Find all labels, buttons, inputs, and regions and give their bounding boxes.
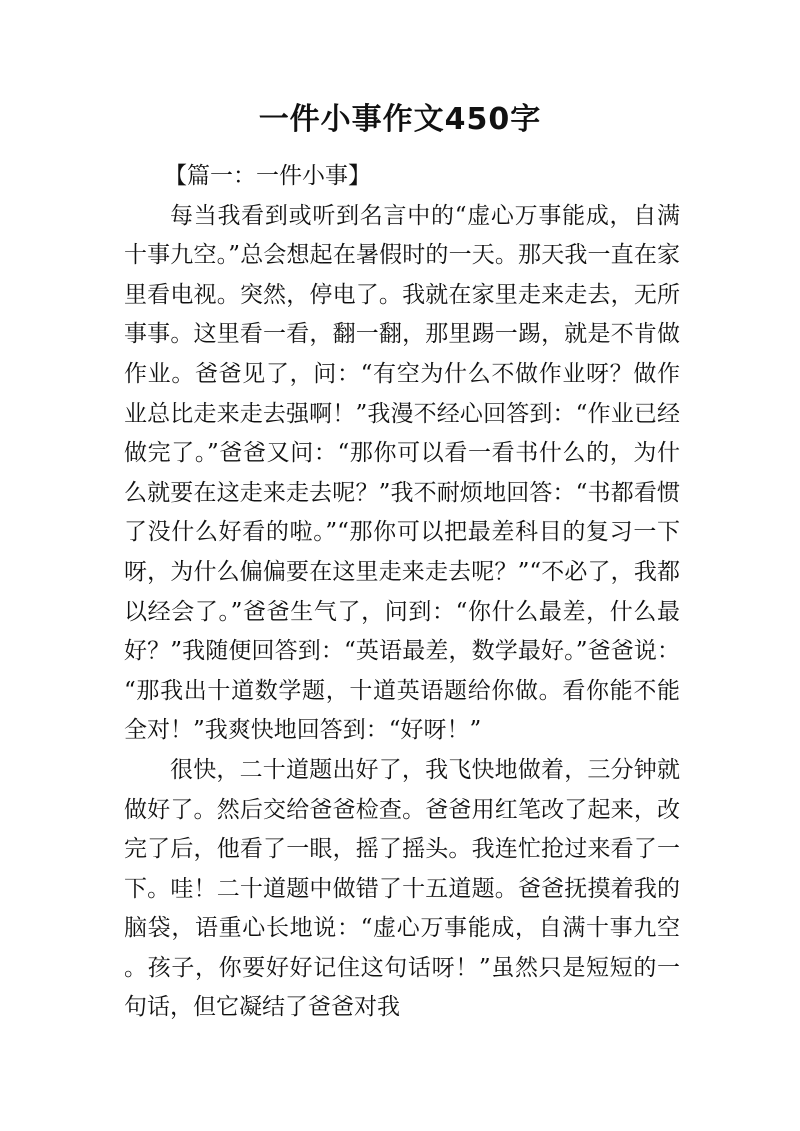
paragraph-2: 很快，二十道题出好了，我飞快地做着，三分钟就做好了。然后交给爸爸检查。爸爸用红笔改了起来，改完了后，他看了一眼，摇了摇头。我连忙抢过来看了一下。哇！二十道题中做错了十五道题。爸爸抚摸着我的脑袋，语重心长地说：“虚心万事能成，自满十事九空。孩子，你要好好记住这句话呀！”虽然只是短短的一句话，但它凝结了爸爸对我 [124,756,680,1021]
section-heading: 【篇一：一件小事】 [164,163,371,189]
paragraph-1: 每当我看到或听到名言中的“虚心万事能成，自满十事九空。”总会想起在暑假时的一天。那天我一直在家里看电视。突然，停电了。我就在家里走来走去，无所事事。这里看一看，翻一翻，那里踢一踢，就是不肯做作业。爸爸见了，问：“有空为什么不做作业呀？做作业总比走来走去强啊！”我漫不经心回答到：“作业已经做完了。”爸爸又问：“那你可以看一看书什么的，为什么就要在这走来走去呢？”我不耐烦地回答：“书都看惯了没什么好看的啦。”“那你可以把最差科目的复习一下呀，为什么偏偏要在这里走来走去呢？”“不必了，我都以经会了。”爸爸生气了，问到：“你什么最差，什么最好？”我随便回答到：“英语最差，数学最好。”爸爸说：“那我出十道数学题，十道英语题给你做。看你能不能全对！”我爽快地回答到：“好呀！” [124,202,680,744]
document-title: 一件小事作文450字 [258,102,542,137]
document-body [124,157,680,1028]
